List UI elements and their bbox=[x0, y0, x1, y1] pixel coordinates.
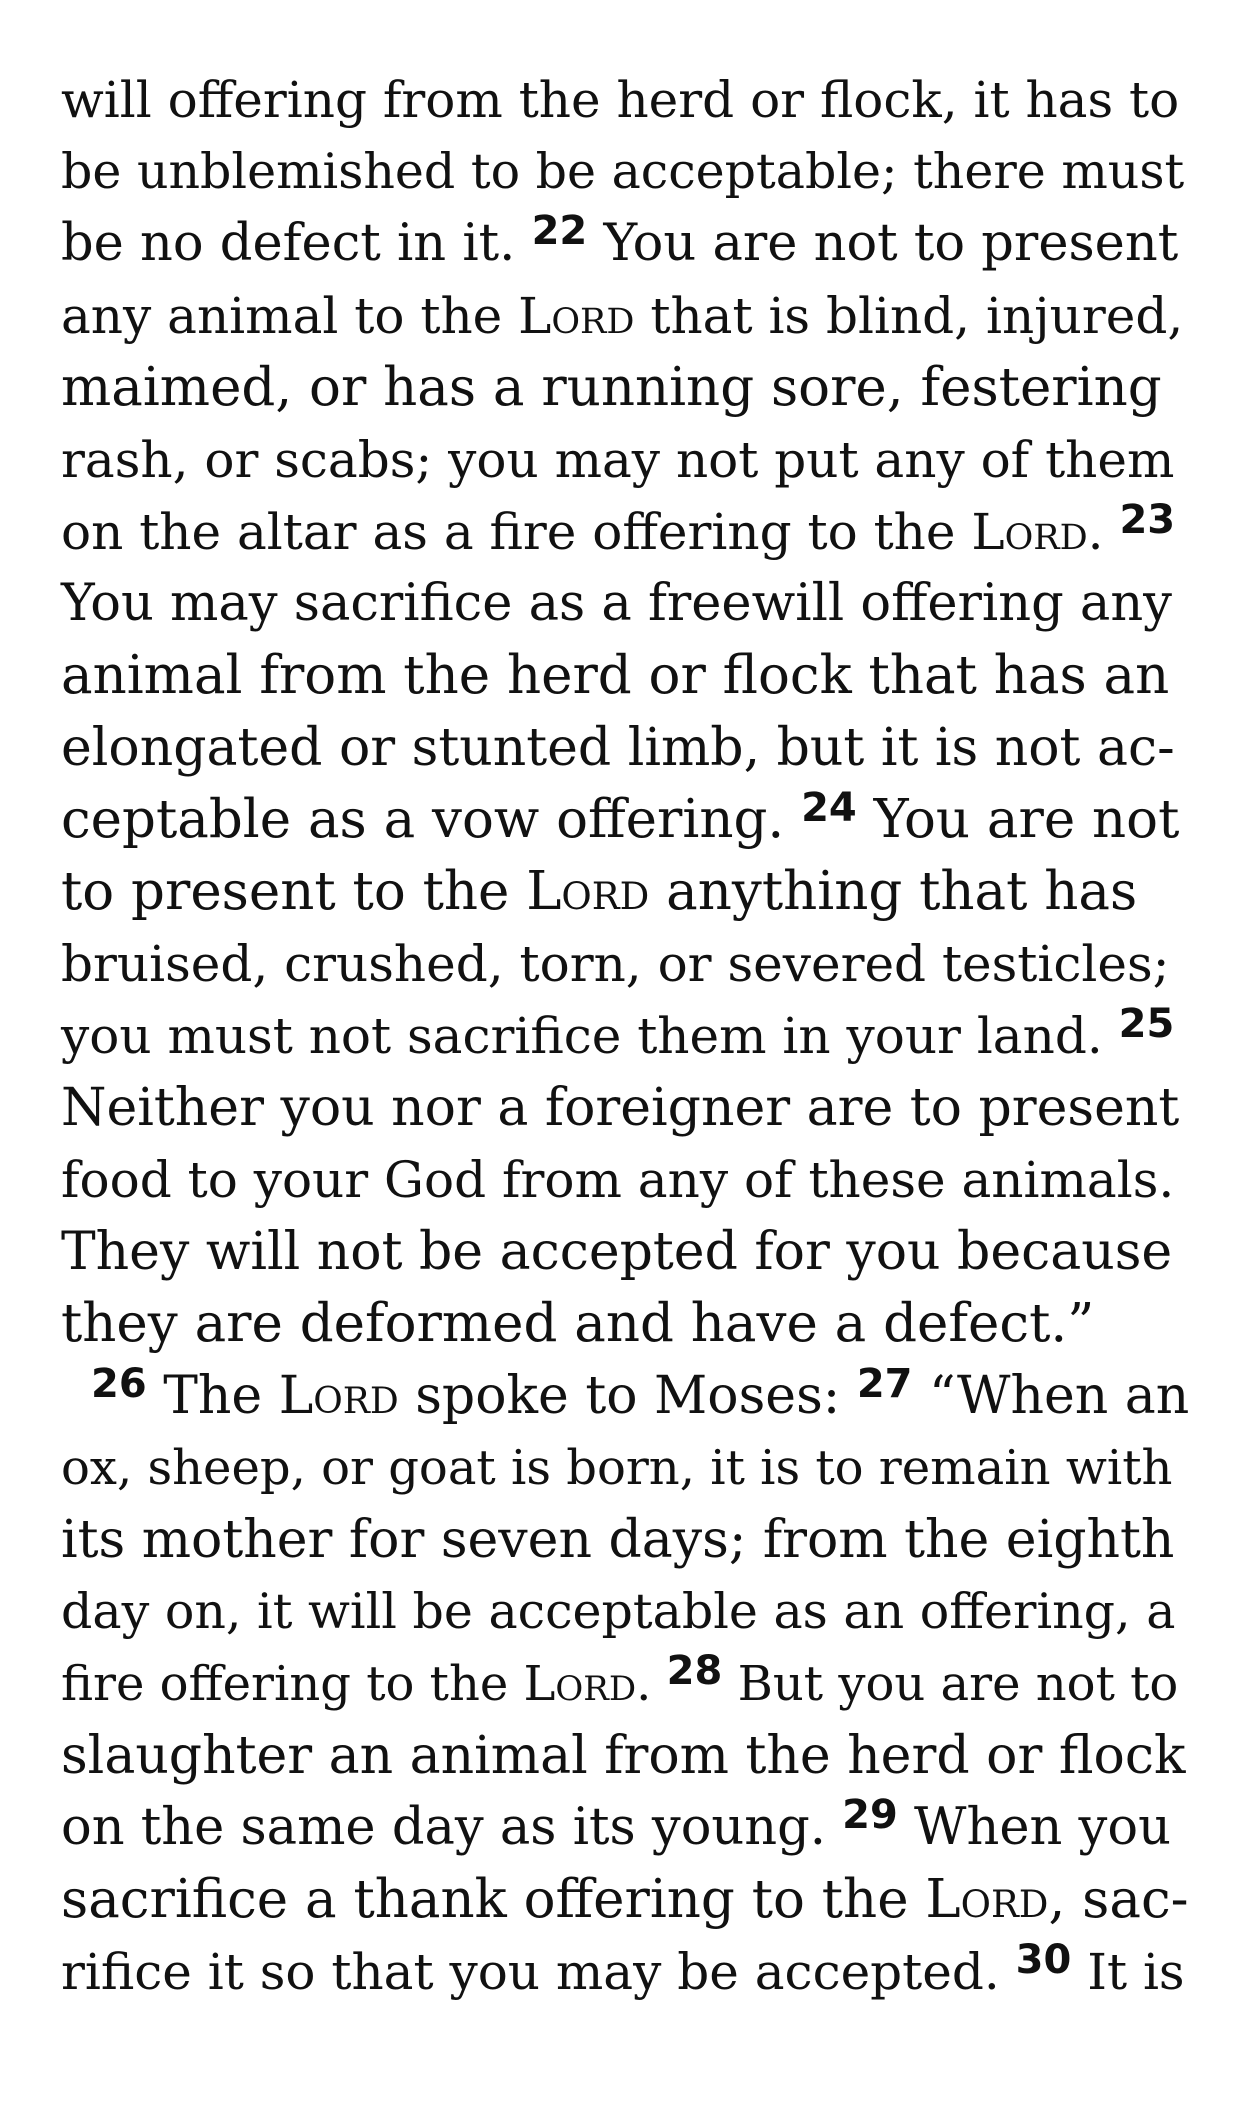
divine-name: Lord bbox=[526, 861, 650, 922]
verse-text: food to your God from any of these animals. bbox=[61, 1151, 1175, 1209]
verse-text: anything that has bbox=[649, 861, 1138, 922]
verse-text: Neither you nor a foreigner are to present bbox=[61, 1078, 1180, 1138]
verse-text: elongated or stunted limb, but it is not ac- bbox=[61, 718, 1175, 778]
text-line bbox=[61, 1360, 1191, 1432]
verse-text: You are not to present bbox=[587, 214, 1179, 273]
verse-text: you must not sacrifice them in your land. bbox=[61, 1007, 1119, 1065]
text-line bbox=[61, 136, 1191, 208]
text-line bbox=[61, 1504, 1191, 1576]
text-line bbox=[61, 784, 1191, 856]
verse-text: on the altar as a fire offering to the bbox=[61, 503, 972, 561]
verse-text: . bbox=[636, 1656, 667, 1712]
verse-text: It is bbox=[1071, 1943, 1185, 2001]
verse-text: bruised, crushed, torn, or severed testicles; bbox=[61, 935, 1170, 993]
text-line bbox=[61, 496, 1191, 568]
verse-text: They will not be accepted for you because bbox=[61, 1222, 1173, 1282]
verse-text: be no defect in it. bbox=[61, 214, 532, 273]
text-line bbox=[61, 640, 1191, 712]
verse-text: fire offering to the bbox=[61, 1656, 524, 1712]
divine-name: Lord bbox=[278, 1366, 399, 1426]
verse-text: You may sacrifice as a freewill offering any bbox=[61, 574, 1172, 633]
divine-name: Lord bbox=[925, 1869, 1049, 1930]
divine-name: Lord bbox=[971, 503, 1088, 561]
verse-text: any animal to the bbox=[61, 287, 519, 345]
text-line bbox=[61, 280, 1191, 352]
verse-text: But you are not to bbox=[722, 1656, 1179, 1712]
text-line bbox=[61, 1288, 1191, 1360]
text-line bbox=[61, 352, 1191, 424]
verse-text: ceptable as a vow offering. bbox=[61, 789, 802, 850]
text-line bbox=[61, 1144, 1191, 1216]
verse-text: spoke to Moses: bbox=[398, 1366, 857, 1426]
verse-text: animal from the herd or flock that has an bbox=[61, 645, 1170, 706]
verse-text: on the same day as its young. bbox=[61, 1798, 843, 1857]
verse-number: 22 bbox=[531, 208, 588, 254]
text-line bbox=[61, 1000, 1191, 1072]
verse-text: its mother for seven days; from the eighth bbox=[61, 1510, 1175, 1570]
text-line bbox=[61, 1216, 1191, 1288]
verse-number: 30 bbox=[1015, 1937, 1072, 1983]
text-line bbox=[61, 1576, 1191, 1648]
verse-text: When you bbox=[897, 1798, 1171, 1857]
verse-text: , sac- bbox=[1048, 1869, 1189, 1930]
text-line bbox=[61, 424, 1191, 496]
verse-text: that is blind, injured, bbox=[634, 287, 1184, 345]
verse-text: they are deformed and have a defect.” bbox=[61, 1293, 1095, 1354]
text-line bbox=[61, 1936, 1191, 2008]
text-line bbox=[61, 568, 1191, 640]
verse-text: slaughter an animal from the herd or flock bbox=[61, 1726, 1186, 1786]
text-line bbox=[61, 1792, 1191, 1864]
text-line bbox=[61, 64, 1191, 136]
verse-text: maimed, or has a running sore, festering bbox=[61, 357, 1162, 418]
verse-text: to present to the bbox=[61, 861, 527, 922]
verse-text: . bbox=[1087, 503, 1120, 561]
verse-text: sacrifice a thank offering to the bbox=[61, 1869, 926, 1930]
verse-number: 27 bbox=[856, 1361, 913, 1407]
verse-number: 24 bbox=[801, 785, 857, 831]
text-line bbox=[61, 1720, 1191, 1792]
text-line bbox=[61, 208, 1191, 280]
verse-text: The bbox=[146, 1366, 279, 1426]
verse-text: will offering from the herd or flock, it has to bbox=[61, 71, 1180, 129]
text-line bbox=[61, 712, 1191, 784]
verse-number: 25 bbox=[1118, 1001, 1175, 1047]
divine-name: Lord bbox=[518, 287, 635, 345]
verse-number: 23 bbox=[1119, 497, 1176, 543]
verse-number: 29 bbox=[842, 1792, 898, 1838]
text-line bbox=[61, 1432, 1191, 1504]
verse-text: day on, it will be acceptable as an offering, a bbox=[61, 1583, 1176, 1640]
text-line bbox=[61, 1864, 1191, 1936]
text-line bbox=[61, 1648, 1191, 1720]
verse-text: “When an bbox=[912, 1366, 1190, 1426]
text-line bbox=[61, 856, 1191, 928]
verse-text: You are not bbox=[856, 789, 1180, 850]
verse-number: 28 bbox=[666, 1648, 723, 1694]
verse-text: be unblemished to be acceptable; there must bbox=[61, 143, 1185, 200]
text-line bbox=[61, 928, 1191, 1000]
divine-name: Lord bbox=[523, 1656, 637, 1712]
verse-text: rifice it so that you may be accepted. bbox=[61, 1943, 1016, 2001]
scripture-passage bbox=[61, 64, 1191, 2008]
verse-text: ox, sheep, or goat is born, it is to remain with bbox=[61, 1440, 1173, 1496]
verse-text: rash, or scabs; you may not put any of them bbox=[61, 431, 1175, 489]
verse-number: 26 bbox=[91, 1361, 147, 1407]
text-line bbox=[61, 1072, 1191, 1144]
